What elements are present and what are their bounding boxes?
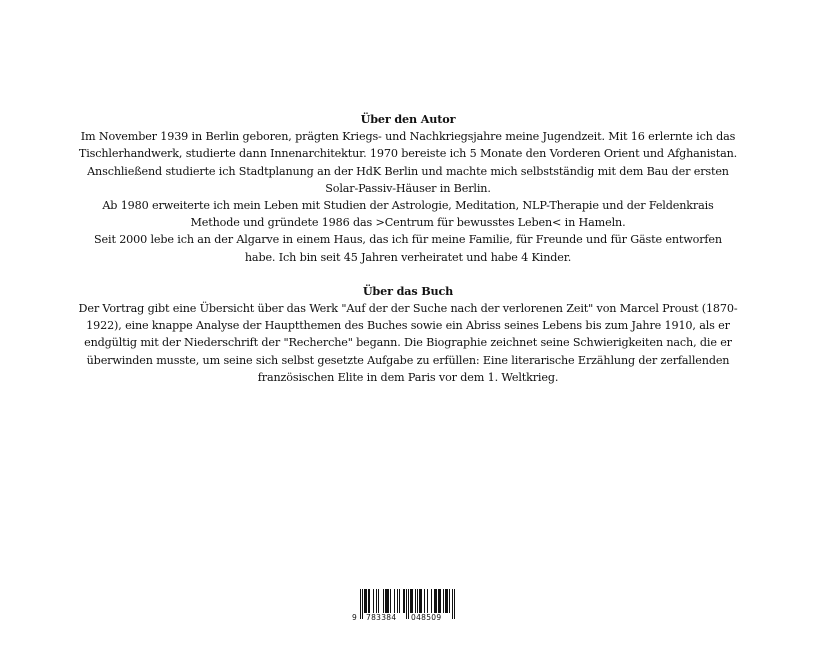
barcode-bar <box>365 589 366 613</box>
barcode-bar <box>421 589 422 613</box>
barcode-bar <box>438 589 439 613</box>
barcode-bar <box>415 589 416 613</box>
barcode-bar <box>376 589 377 613</box>
barcode-bar <box>427 589 428 613</box>
barcode-bar <box>420 589 421 613</box>
author-heading: Über den Autor <box>360 112 456 126</box>
barcode-bar <box>408 589 409 619</box>
barcode-bar <box>435 589 436 613</box>
barcode-bar <box>386 589 387 613</box>
barcode-bar <box>369 589 370 613</box>
section-spacer <box>78 266 738 283</box>
barcode-bar <box>404 589 405 613</box>
barcode-lead-digit: 9 <box>352 613 358 622</box>
barcode-bar <box>406 589 407 619</box>
barcode-bar <box>387 589 388 613</box>
barcode-bar <box>366 589 367 613</box>
barcode-bar <box>439 589 440 613</box>
barcode-bar <box>411 589 412 613</box>
barcode-bar <box>436 589 437 613</box>
barcode-bar <box>412 589 413 613</box>
barcode-bar <box>394 589 395 613</box>
barcode-bar <box>431 589 432 613</box>
barcode-bar <box>397 589 398 613</box>
barcode-bar <box>373 589 374 613</box>
barcode-bar <box>434 589 435 613</box>
barcode-bar <box>452 589 453 619</box>
barcode-bar <box>403 589 404 613</box>
barcode-bar <box>440 589 441 613</box>
barcode-bar <box>399 589 400 613</box>
barcode-right-digits: 048509 <box>411 613 442 622</box>
barcode-bar <box>388 589 389 613</box>
barcode-bar <box>446 589 447 613</box>
barcode-bar <box>364 589 365 613</box>
barcode-left-digits: 783384 <box>366 613 397 622</box>
barcode-bar <box>419 589 420 613</box>
barcode-bar <box>362 589 363 619</box>
barcode-bar <box>368 589 369 613</box>
barcode-bar <box>360 589 361 619</box>
barcode-bar <box>449 589 450 613</box>
barcode-bar <box>445 589 446 613</box>
book-heading: Über das Buch <box>362 283 454 298</box>
barcode-bar <box>443 589 444 613</box>
author-paragraph-3: Seit 2000 lebe ich an der Algarve in einem Haus, das ich für meine Familie, für Freunde und für Gäste entworfen habe. Ich bin seit 45 Jahren verheiratet und habe 4 Kinder. <box>94 233 722 264</box>
book-paragraph-1: Der Vortrag gibt eine Übersicht über das Werk "Auf der der Suche nach der verlorenen Zeit" von Marcel Proust (1870-1922), eine knappe Analyse der Hauptthemen des Buches sowie ein Abriss seines Lebens bis zum Jahre 1910, als er endgültig mit der Niederschrift der "Recherche" begann. Die Biographie zeichnet seine Schwierigkeiten nach, die er überwinden musste, um seine sich selbst gesetzte Aufgabe zu erfüllen: Eine literarische Erzählung der zerfallenden französischen Elite in dem Paris vor dem 1. Weltkrieg. <box>78 302 738 384</box>
barcode-bar <box>447 589 448 613</box>
barcode-bar <box>424 589 425 613</box>
barcode-bar <box>410 589 411 613</box>
barcode-bar <box>378 589 379 613</box>
author-paragraph-2: Ab 1980 erweiterte ich mein Leben mit Studien der Astrologie, Meditation, NLP-Therapie und der Feldenkrais Methode und gründete 1986 das >Centrum für bewusstes Leben< in Hameln. <box>102 199 714 230</box>
barcode-bar <box>417 589 418 613</box>
barcode-bar <box>385 589 386 613</box>
barcode-bar <box>390 589 391 613</box>
author-paragraph-1: Im November 1939 in Berlin geboren, prägten Kriegs- und Nachkriegsjahre meine Jugendzeit. Mit 16 erlernte ich das Tischlerhandwerk, studierte dann Innenarchitektur. 1970 bereiste ich 5 Monate den Vorderen Orient und Afghanistan. Anschließend studierte ich Stadtplanung an der HdK Berlin und machte mich selbstständig mit dem Bau der ersten Solar-Passiv-Häuser in Berlin. <box>78 130 738 195</box>
barcode-bar <box>454 589 455 619</box>
back-cover-text <box>78 111 738 386</box>
isbn-barcode <box>352 589 456 623</box>
barcode-bar <box>383 589 384 613</box>
